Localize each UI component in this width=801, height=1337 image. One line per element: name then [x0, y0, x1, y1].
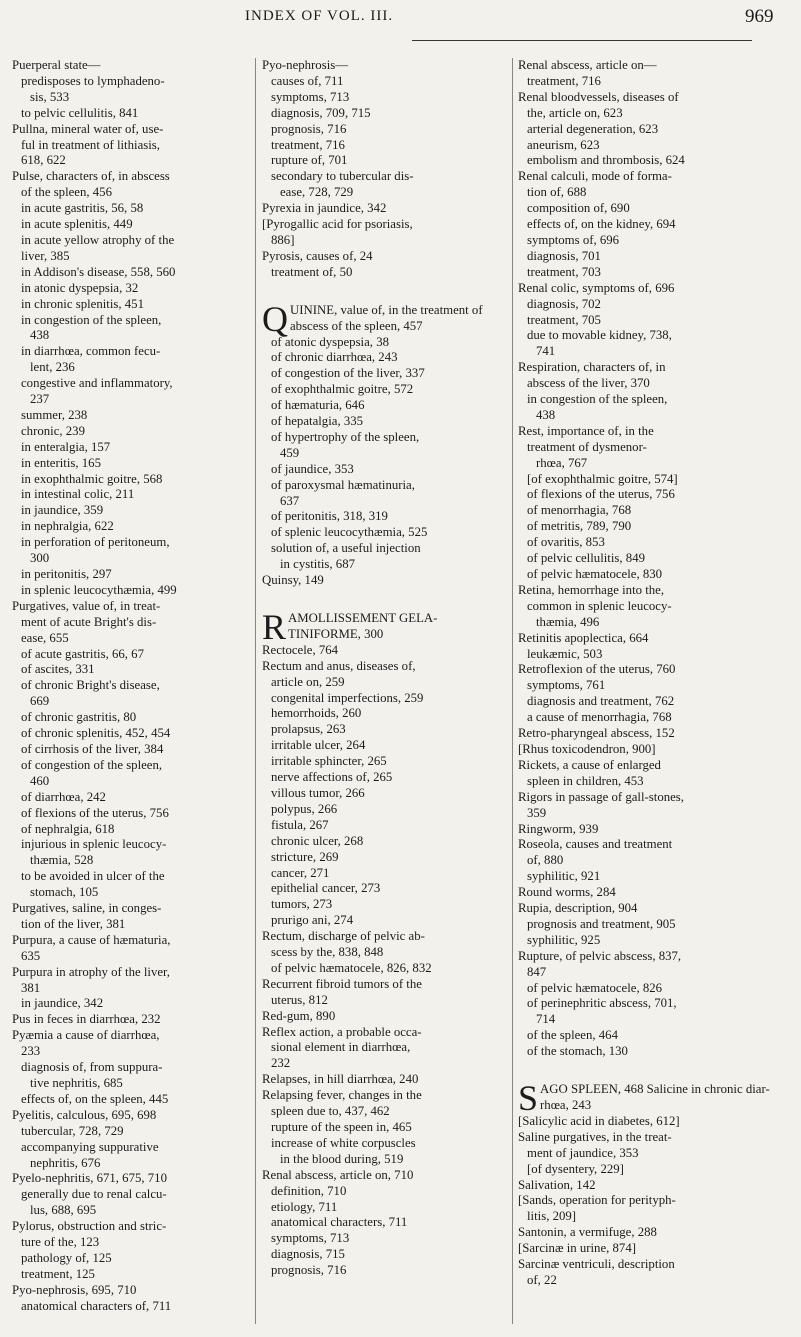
index-sub-entry: diagnosis, 701 — [527, 248, 601, 263]
index-sub-entry: of hypertrophy of the spleen, — [271, 429, 420, 444]
index-sub-entry: [of exophthalmic goitre, 574] — [527, 471, 678, 486]
index-sub-entry: prolapsus, 263 — [271, 722, 346, 737]
index-sub-entry: of jaundice, 353 — [271, 461, 354, 476]
index-sub-entry: accompanying suppurative — [21, 1139, 159, 1154]
index-sub-entry: of flexions of the uterus, 756 — [527, 487, 675, 502]
index-sub-entry: symptoms, 713 — [271, 1231, 350, 1246]
index-sub-entry: symptoms of, 696 — [527, 232, 620, 247]
index-sub-entry: 460 — [30, 773, 50, 788]
index-sub-entry: injurious in splenic leucocy- — [21, 837, 167, 852]
index-sub-entry: 669 — [30, 694, 50, 709]
index-sub-entry: stomach, 105 — [30, 885, 99, 900]
index-sub-entry: article on, 259 — [271, 674, 345, 689]
index-entry-text: UININE, value of, in the treatment of abscess of the spleen, 457 — [290, 302, 483, 333]
index-sub-entry: lent, 236 — [30, 360, 75, 375]
index-heading-entry: Quinsy, 149 — [262, 573, 324, 588]
index-heading-entry: Retro-pharyngeal abscess, 152 — [518, 726, 675, 741]
drop-cap-letter: S — [518, 1078, 539, 1119]
index-heading-entry: Pullna, mineral water of, use- — [12, 121, 164, 136]
index-sub-entry: prognosis, 716 — [271, 121, 347, 136]
index-heading-entry: Rickets, a cause of enlarged — [518, 757, 661, 772]
index-sub-entry: syphilitic, 921 — [527, 869, 601, 884]
drop-cap-letter: R — [262, 607, 287, 647]
index-heading-entry: Reflex action, a probable occa- — [262, 1024, 422, 1039]
index-heading-entry: Pyrexia in jaundice, 342 — [262, 201, 387, 216]
index-sub-entry: rupture of, 701 — [271, 153, 348, 168]
index-sub-entry: of congestion of the spleen, — [21, 757, 163, 772]
index-sub-entry: anatomical characters, 711 — [271, 1215, 408, 1230]
index-heading-entry: Retina, hemorrhage into the, — [518, 582, 665, 597]
index-sub-entry: pathology of, 125 — [21, 1250, 112, 1265]
index-sub-entry: congenital imperfections, 259 — [271, 690, 424, 705]
index-sub-entry: nephritis, 676 — [30, 1155, 101, 1170]
index-sub-entry: of ascites, 331 — [21, 662, 95, 677]
index-sub-entry: in peritonitis, 297 — [21, 567, 112, 581]
index-sub-entry: of metritis, 789, 790 — [527, 519, 632, 534]
index-heading-entry: Puerperal state— — [12, 58, 101, 72]
index-sub-entry: etiology, 711 — [271, 1199, 338, 1214]
index-sub-entry: 381 — [21, 980, 41, 995]
index-heading-entry: Retroflexion of the uterus, 760 — [518, 662, 676, 677]
index-sub-entry: of, 22 — [527, 1272, 557, 1287]
index-sub-entry: 232 — [271, 1056, 291, 1071]
index-sub-entry: rupture of the speen in, 465 — [271, 1120, 412, 1134]
index-sub-entry: in exophthalmic goitre, 568 — [21, 471, 163, 486]
index-sub-entry: in congestion of the spleen, — [527, 392, 668, 407]
index-heading-entry: Respiration, characters of, in — [518, 360, 666, 375]
index-sub-entry: treatment of dysmenor- — [527, 439, 647, 454]
index-sub-entry: tion of, 688 — [527, 185, 587, 200]
index-sub-entry: tion of the liver, 381 — [21, 916, 126, 931]
section-gap — [518, 1060, 792, 1082]
index-sub-entry: tubercular, 728, 729 — [21, 1123, 124, 1138]
index-sub-entry: in chronic splenitis, 451 — [21, 296, 144, 311]
index-heading-entry: Rupia, description, 904 — [518, 901, 638, 916]
index-sub-entry: sis, 533 — [30, 89, 70, 104]
index-sub-entry: treatment, 716 — [271, 137, 345, 152]
index-sub-entry: treatment, 703 — [527, 264, 601, 279]
index-column-2 — [262, 58, 505, 1279]
index-sub-entry: thæmia, 496 — [536, 614, 600, 629]
index-section-lead — [262, 298, 505, 339]
index-sub-entry: increase of white corpuscles — [271, 1135, 416, 1150]
index-sub-entry: in splenic leucocythæmia, 499 — [21, 582, 177, 597]
index-sub-entry: 635 — [21, 948, 41, 963]
index-sub-entry: fistula, 267 — [271, 817, 329, 832]
index-sub-entry: effects of, on the spleen, 445 — [21, 1091, 169, 1106]
index-heading-entry: Roseola, causes and treatment — [518, 837, 673, 852]
index-sub-entry: litis, 209] — [527, 1209, 577, 1224]
index-sub-entry: of chronic Bright's disease, — [21, 678, 160, 693]
index-sub-entry: of exophthalmic goitre, 572 — [271, 382, 414, 397]
index-section-lead — [518, 1078, 792, 1119]
index-sub-entry: ment of acute Bright's dis- — [21, 614, 157, 629]
index-sub-entry: 618, 622 — [21, 153, 66, 168]
header-rule — [412, 40, 752, 41]
index-sub-entry: thæmia, 528 — [30, 853, 94, 868]
index-sub-entry: of pelvic hæmatocele, 826 — [527, 980, 663, 995]
index-sub-entry: of pelvic cellulitis, 849 — [527, 551, 645, 566]
index-sub-entry: diagnosis of, from suppura- — [21, 1060, 163, 1075]
index-sub-entry: predisposes to lymphadeno- — [21, 73, 165, 88]
index-sub-entry: effects of, on the kidney, 694 — [527, 217, 676, 232]
index-heading-entry: Rectum, discharge of pelvic ab- — [262, 929, 425, 944]
index-sub-entry: in jaundice, 342 — [21, 996, 104, 1011]
index-sub-entry: of the spleen, 464 — [527, 1028, 618, 1043]
index-heading-entry: Purpura, a cause of hæmaturia, — [12, 932, 171, 947]
index-sub-entry: lus, 688, 695 — [30, 1203, 97, 1218]
index-sub-entry: definition, 710 — [271, 1183, 347, 1198]
index-sub-entry: treatment, 705 — [527, 312, 601, 327]
index-heading-entry: Renal abscess, article on, 710 — [262, 1167, 414, 1182]
index-sub-entry: solution of, a useful injection — [271, 541, 421, 556]
index-sub-entry: irritable sphincter, 265 — [271, 754, 387, 769]
index-sub-entry: of perinephritic abscess, 701, — [527, 996, 677, 1011]
index-heading-entry: Pulse, characters of, in abscess — [12, 169, 170, 184]
index-sub-entry: in the blood during, 519 — [280, 1151, 404, 1166]
index-sub-entry: diagnosis, 702 — [527, 296, 601, 311]
index-sub-entry: in acute gastritis, 56, 58 — [21, 201, 144, 216]
index-sub-entry: ment of jaundice, 353 — [527, 1145, 639, 1160]
index-sub-entry: of diarrhœa, 242 — [21, 789, 106, 804]
index-sub-entry: prurigo ani, 274 — [271, 913, 354, 928]
index-sub-entry: tumors, 273 — [271, 897, 333, 912]
index-sub-entry: of chronic gastritis, 80 — [21, 710, 137, 725]
index-sub-entry: 233 — [21, 1044, 41, 1059]
index-sub-entry: of congestion of the liver, 337 — [271, 366, 425, 381]
index-sub-entry: diagnosis, 715 — [271, 1247, 345, 1262]
index-heading-entry: Rigors in passage of gall-stones, — [518, 789, 684, 804]
index-heading-entry: Purgatives, saline, in conges- — [12, 901, 162, 916]
index-sub-entry: of nephralgia, 618 — [21, 821, 115, 836]
index-sub-entry: in acute splenitis, 449 — [21, 217, 133, 232]
index-sub-entry: nerve affections of, 265 — [271, 770, 393, 785]
index-heading-entry: Renal bloodvessels, diseases of — [518, 89, 679, 104]
index-heading-entry: Rest, importance of, in the — [518, 423, 654, 438]
index-heading-entry: Pyelo-nephritis, 671, 675, 710 — [12, 1171, 167, 1186]
index-heading-entry: Renal calculi, mode of forma- — [518, 169, 672, 184]
index-heading-entry: Relapsing fever, changes in the — [262, 1088, 422, 1103]
index-sub-entry: of paroxysmal hæmatinuria, — [271, 477, 415, 492]
index-sub-entry: ease, 655 — [21, 630, 69, 645]
index-sub-entry: 714 — [536, 1012, 556, 1027]
index-sub-entry: villous tumor, 266 — [271, 785, 365, 800]
index-sub-entry: of pelvic hæmatocele, 826, 832 — [271, 960, 432, 975]
index-sub-entry: sional element in diarrhœa, — [271, 1040, 411, 1055]
index-heading-entry: [Sands, operation for perityph- — [518, 1193, 676, 1208]
index-heading-entry: Rectocele, 764 — [262, 642, 339, 657]
index-sub-entry: 237 — [30, 392, 50, 407]
index-sub-entry: polypus, 266 — [271, 801, 338, 816]
index-sub-entry: to pelvic cellulitis, 841 — [21, 105, 139, 120]
index-sub-entry: in Addison's disease, 558, 560 — [21, 264, 176, 279]
index-heading-entry: Pyrosis, causes of, 24 — [262, 248, 373, 263]
index-sub-entry: of splenic leucocythæmia, 525 — [271, 525, 428, 540]
index-column-3 — [518, 58, 792, 1289]
index-sub-entry: diagnosis and treatment, 762 — [527, 694, 675, 709]
index-sub-entry: in acute yellow atrophy of the — [21, 232, 175, 247]
index-sub-entry: composition of, 690 — [527, 201, 630, 216]
index-sub-entry: generally due to renal calcu- — [21, 1187, 167, 1202]
index-entry-text: AMOLLISSEMENT GELA-TINIFORME, 300 — [288, 611, 438, 641]
index-sub-entry: of menorrhagia, 768 — [527, 503, 632, 518]
index-heading-entry: Saline purgatives, in the treat- — [518, 1129, 672, 1144]
page-number: 969 — [745, 6, 774, 27]
index-sub-entry: 438 — [30, 328, 50, 343]
index-sub-entry: scess by the, 838, 848 — [271, 945, 384, 960]
index-sub-entry: in cystitis, 687 — [280, 557, 356, 572]
index-heading-entry: Relapses, in hill diarrhœa, 240 — [262, 1072, 419, 1087]
index-sub-entry: chronic ulcer, 268 — [271, 833, 364, 848]
index-heading-entry: Santonin, a vermifuge, 288 — [518, 1225, 657, 1240]
running-title: INDEX OF VOL. III. — [245, 8, 394, 24]
index-sub-entry: spleen in children, 453 — [527, 773, 644, 788]
index-sub-entry: liver, 385 — [21, 248, 70, 263]
index-sub-entry: symptoms, 761 — [527, 678, 606, 693]
index-sub-entry: of chronic splenitis, 452, 454 — [21, 726, 171, 741]
index-sub-entry: 637 — [280, 493, 300, 508]
drop-cap-letter: Q — [262, 298, 288, 339]
index-sub-entry: aneurism, 623 — [527, 137, 600, 152]
index-heading-entry: [Rhus toxicodendron, 900] — [518, 741, 656, 756]
index-sub-entry: of pelvic hæmatocele, 830 — [527, 567, 663, 581]
index-heading-entry: Renal colic, symptoms of, 696 — [518, 280, 675, 295]
index-sub-entry: ful in treatment of lithiasis, — [21, 137, 160, 152]
index-sub-entry: leukæmic, 503 — [527, 646, 603, 661]
index-sub-entry: spleen due to, 437, 462 — [271, 1104, 390, 1119]
index-sub-entry: tive nephritis, 685 — [30, 1076, 123, 1090]
index-sub-entry: 847 — [527, 964, 547, 979]
index-sub-entry: a cause of menorrhagia, 768 — [527, 710, 672, 725]
index-sub-entry: embolism and thrombosis, 624 — [527, 153, 685, 168]
index-sub-entry: 741 — [536, 344, 556, 359]
index-sub-entry: due to movable kidney, 738, — [527, 328, 672, 343]
index-sub-entry: common in splenic leucocy- — [527, 598, 672, 613]
index-heading-entry: Pylorus, obstruction and stric- — [12, 1219, 167, 1234]
index-heading-entry: Round worms, 284 — [518, 885, 616, 900]
index-column-1 — [12, 58, 249, 1315]
column-divider — [255, 58, 256, 1324]
index-sub-entry: of peritonitis, 318, 319 — [271, 509, 388, 524]
index-sub-entry: secondary to tubercular dis- — [271, 169, 414, 184]
index-heading-entry: Pyo-nephrosis, 695, 710 — [12, 1282, 137, 1297]
index-sub-entry: treatment, 125 — [21, 1266, 95, 1281]
index-sub-entry: of the spleen, 456 — [21, 185, 112, 200]
index-sub-entry: of hæmaturia, 646 — [271, 398, 365, 413]
index-sub-entry: treatment, 716 — [527, 73, 601, 88]
index-sub-entry: of, 880 — [527, 853, 564, 868]
index-sub-entry: to be avoided in ulcer of the — [21, 869, 165, 884]
index-sub-entry: epithelial cancer, 273 — [271, 881, 381, 896]
index-sub-entry: rhœa, 767 — [536, 455, 588, 470]
index-sub-entry: uterus, 812 — [271, 992, 328, 1007]
index-heading-entry: Ringworm, 939 — [518, 821, 599, 836]
index-sub-entry: summer, 238 — [21, 407, 88, 422]
index-sub-entry: cancer, 271 — [271, 865, 330, 880]
index-sub-entry: in intestinal colic, 211 — [21, 487, 135, 502]
index-heading-entry: Red-gum, 890 — [262, 1008, 336, 1023]
index-entry-text: AGO SPLEEN, 468 Salicine in chronic diar-rhœa, 243 — [540, 1082, 770, 1112]
index-sub-entry: prognosis, 716 — [271, 1263, 347, 1278]
index-sub-entry: syphilitic, 925 — [527, 932, 601, 947]
index-heading-entry: Purgatives, value of, in treat- — [12, 598, 161, 613]
index-sub-entry: 438 — [536, 407, 556, 422]
index-sub-entry: irritable ulcer, 264 — [271, 738, 366, 753]
index-sub-entry: treatment of, 50 — [271, 264, 353, 279]
index-sub-entry: 359 — [527, 805, 547, 820]
index-sub-entry: the, article on, 623 — [527, 105, 623, 120]
index-sub-entry: in jaundice, 359 — [21, 503, 104, 518]
index-sub-entry: ease, 728, 729 — [280, 185, 354, 200]
index-sub-entry: of hepatalgia, 335 — [271, 414, 364, 429]
index-heading-entry: Pyo-nephrosis— — [262, 58, 349, 72]
index-sub-entry: stricture, 269 — [271, 849, 339, 864]
index-sub-entry: 886] — [271, 232, 295, 247]
index-heading-entry: Pyelitis, calculous, 695, 698 — [12, 1107, 157, 1122]
index-heading-entry: Salivation, 142 — [518, 1177, 596, 1192]
index-sub-entry: anatomical characters of, 711 — [21, 1298, 172, 1313]
index-sub-entry: diagnosis, 709, 715 — [271, 105, 371, 120]
section-gap — [262, 281, 505, 303]
column-divider — [512, 58, 513, 1324]
index-heading-entry: Rectum and anus, diseases of, — [262, 658, 416, 673]
index-sub-entry: [of dysentery, 229] — [527, 1161, 624, 1176]
index-sub-entry: causes of, 711 — [271, 73, 344, 88]
index-sub-entry: hemorrhoids, 260 — [271, 706, 362, 721]
index-sub-entry: of acute gastritis, 66, 67 — [21, 646, 144, 661]
index-heading-entry: Recurrent fibroid tumors of the — [262, 976, 422, 991]
index-sub-entry: in diarrhœa, common fecu- — [21, 344, 161, 359]
index-heading-entry: Renal abscess, article on— — [518, 58, 657, 72]
index-sub-entry: symptoms, 713 — [271, 89, 350, 104]
index-sub-entry: prognosis and treatment, 905 — [527, 916, 676, 931]
index-section-lead — [262, 607, 505, 647]
index-heading-entry: Sarcinæ ventriculi, description — [518, 1257, 675, 1272]
section-gap — [262, 589, 505, 611]
index-sub-entry: 300 — [30, 551, 50, 566]
index-sub-entry: in atonic dyspepsia, 32 — [21, 280, 139, 295]
index-sub-entry: chronic, 239 — [21, 423, 85, 438]
index-heading-entry: [Sarcinæ in urine, 874] — [518, 1241, 636, 1256]
index-heading-entry: [Pyrogallic acid for psoriasis, — [262, 217, 413, 232]
index-sub-entry: in congestion of the spleen, — [21, 312, 162, 327]
index-heading-entry: [Salicylic acid in diabetes, 612] — [518, 1113, 680, 1128]
index-sub-entry: of the stomach, 130 — [527, 1044, 628, 1059]
index-heading-entry: Pus in feces in diarrhœa, 232 — [12, 1012, 161, 1027]
index-heading-entry: Rupture, of pelvic abscess, 837, — [518, 948, 682, 963]
index-heading-entry: Pyæmia a cause of diarrhœa, — [12, 1028, 160, 1043]
index-sub-entry: of flexions of the uterus, 756 — [21, 805, 169, 820]
index-sub-entry: in nephralgia, 622 — [21, 519, 114, 534]
index-heading-entry: Retinitis apoplectica, 664 — [518, 630, 649, 645]
index-sub-entry: congestive and inflammatory, — [21, 376, 173, 391]
index-sub-entry: abscess of the liver, 370 — [527, 376, 650, 391]
index-sub-entry: of chronic diarrhœa, 243 — [271, 350, 398, 365]
index-sub-entry: 459 — [280, 445, 300, 460]
index-sub-entry: of atonic dyspepsia, 38 — [271, 334, 389, 349]
index-sub-entry: in perforation of peritoneum, — [21, 535, 170, 550]
index-sub-entry: ture of the, 123 — [21, 1235, 100, 1250]
index-heading-entry: Purpura in atrophy of the liver, — [12, 964, 170, 979]
index-sub-entry: in enteritis, 165 — [21, 455, 101, 470]
index-sub-entry: of ovaritis, 853 — [527, 535, 605, 550]
index-sub-entry: of cirrhosis of the liver, 384 — [21, 741, 164, 756]
index-sub-entry: arterial degeneration, 623 — [527, 121, 659, 136]
index-sub-entry: in enteralgia, 157 — [21, 439, 111, 454]
